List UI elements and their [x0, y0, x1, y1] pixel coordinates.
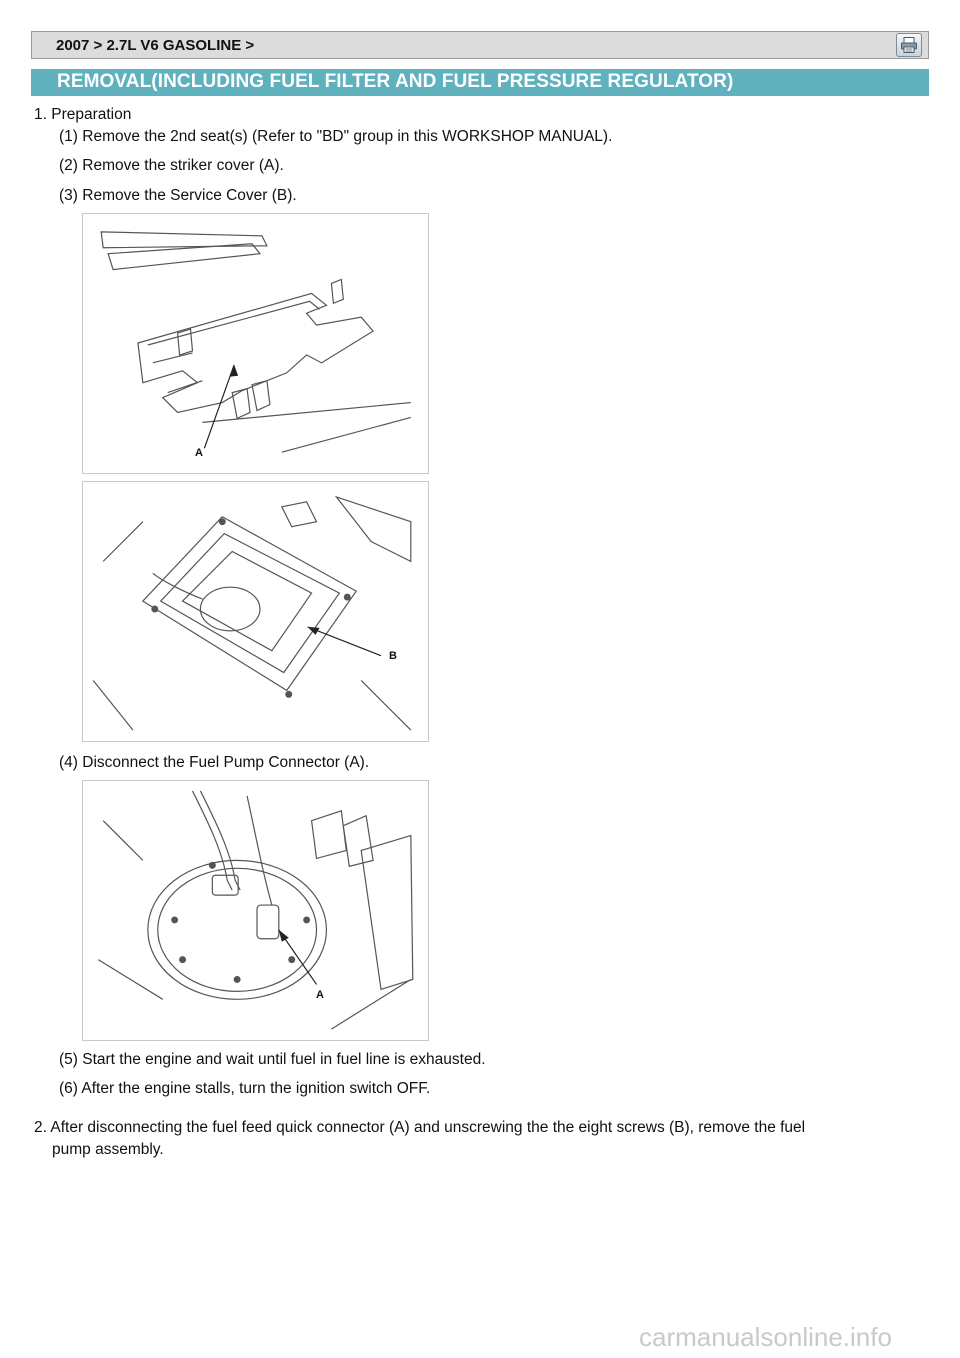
watermark: carmanualsonline.info: [639, 1322, 892, 1352]
step-2-line-2: pump assembly.: [52, 1141, 164, 1158]
breadcrumb-bar: [31, 31, 929, 59]
printer-icon: [900, 36, 918, 54]
figure-fuel-pump-connector: [82, 780, 429, 1041]
service-cover-illustration: [83, 482, 428, 741]
striker-cover-illustration: [83, 214, 428, 473]
step-2-line-1: 2. After disconnecting the fuel feed quick connector (A) and unscrewing the the eight screws (B), remove the fuel: [34, 1119, 806, 1136]
fuel-pump-connector-illustration: [83, 781, 428, 1040]
figure-label-b: B: [389, 650, 397, 662]
figure-label-a-connector: A: [316, 989, 324, 1001]
print-button[interactable]: [896, 33, 922, 57]
figure-service-cover: [82, 481, 429, 742]
figure-label-a: A: [195, 447, 203, 459]
section-title: REMOVAL(INCLUDING FUEL FILTER AND FUEL PRESSURE REGULATOR): [57, 71, 734, 92]
step-1-3: (3) Remove the Service Cover (B).: [59, 187, 297, 204]
breadcrumb: 2007 > 2.7L V6 GASOLINE >: [56, 37, 255, 54]
section-title-bar: [31, 69, 929, 96]
figure-striker-cover: [82, 213, 429, 474]
step-1-4: (4) Disconnect the Fuel Pump Connector (A).: [59, 754, 370, 771]
step-1-1: (1) Remove the 2nd seat(s) (Refer to "BD" group in this WORKSHOP MANUAL).: [59, 128, 613, 145]
step-1: 1. Preparation: [34, 106, 132, 123]
step-1-5: (5) Start the engine and wait until fuel in fuel line is exhausted.: [59, 1051, 486, 1068]
step-1-2: (2) Remove the striker cover (A).: [59, 157, 284, 174]
step-1-6: (6) After the engine stalls, turn the ignition switch OFF.: [59, 1080, 431, 1097]
